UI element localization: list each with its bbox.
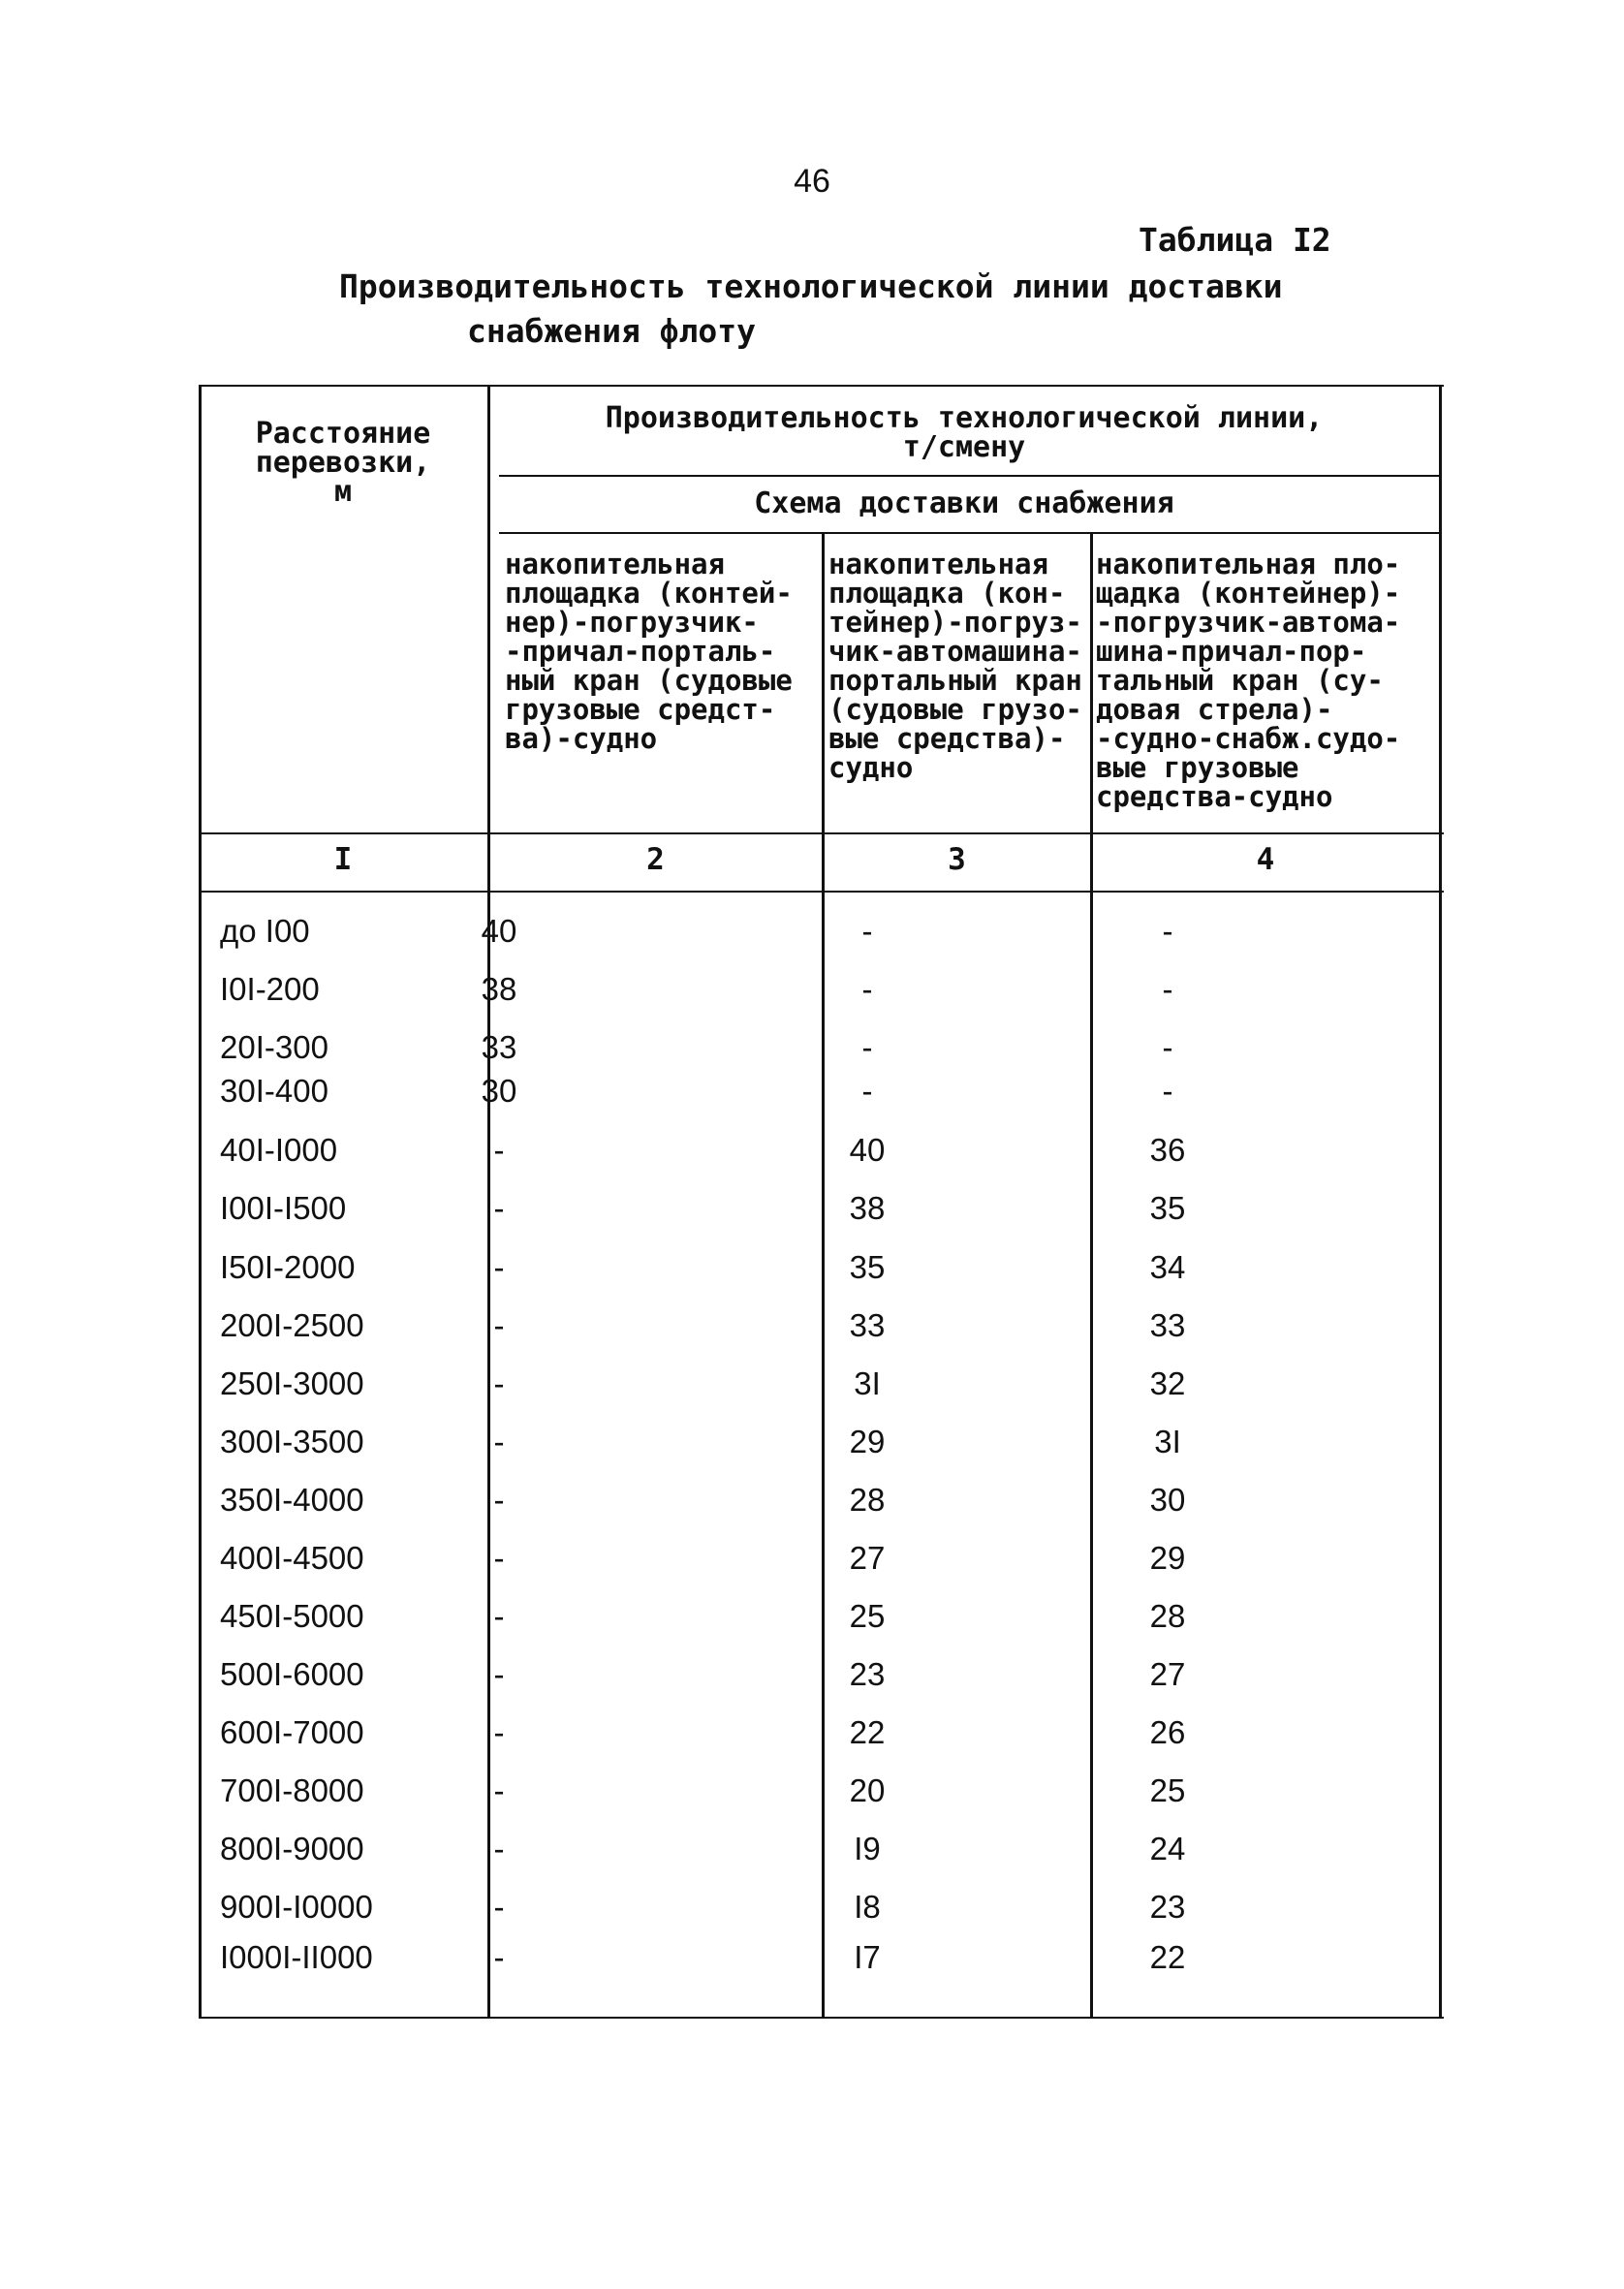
- scheme3-value: -: [861, 971, 873, 1007]
- distance-cell: 700I-8000: [220, 1772, 364, 1808]
- table-row: [199, 1245, 1444, 1290]
- scheme2-value: -: [493, 1656, 505, 1692]
- scheme4-value: 24: [1149, 1831, 1186, 1866]
- table-row: [199, 1594, 1444, 1639]
- header-distance-line-2: перевозки,: [255, 446, 431, 480]
- table-row: [199, 1186, 1444, 1231]
- scheme3-value: -: [861, 1029, 873, 1065]
- table-row: [199, 1769, 1444, 1813]
- scheme4-value: -: [1162, 1029, 1173, 1065]
- column-number-2: 2: [646, 842, 665, 877]
- table-row: [199, 909, 1444, 954]
- table-row: [199, 1025, 1444, 1070]
- scheme4-value: 23: [1149, 1889, 1186, 1925]
- scheme3-value: I9: [854, 1831, 881, 1866]
- scheme4-value: 28: [1149, 1598, 1186, 1634]
- header-divider-productivity: [499, 475, 1442, 477]
- column-number-3: 3: [948, 842, 966, 877]
- scheme2-value: -: [493, 1307, 505, 1343]
- scheme4-value: 32: [1149, 1365, 1186, 1401]
- distance-cell: 600I-7000: [220, 1714, 364, 1750]
- scheme3-value: -: [861, 913, 873, 949]
- scheme4-value: 35: [1149, 1190, 1186, 1226]
- scheme3-value: 28: [849, 1482, 886, 1518]
- scheme2-value: 33: [481, 1029, 517, 1065]
- scheme4-value: 29: [1149, 1540, 1186, 1576]
- scheme3-value: 25: [849, 1598, 886, 1634]
- distance-cell: 250I-3000: [220, 1365, 364, 1401]
- scheme2-value: -: [493, 1831, 505, 1866]
- scheme3-value: 22: [849, 1714, 886, 1750]
- scheme-column-4: накопительная пло- щадка (контейнер)- -погрузчик-автома- шина-причал-пор- тальный кран (су- довая стрела)- -судно-снабж.судо- вые грузовые средства-судно: [1096, 548, 1401, 813]
- column-number-1: I: [333, 842, 353, 877]
- distance-cell: 900I-I0000: [220, 1889, 373, 1925]
- distance-cell: 350I-4000: [220, 1482, 364, 1518]
- table-label: Таблица I2: [1139, 221, 1331, 259]
- table-title-line-1: Производительность технологической линии доставки: [339, 267, 1283, 305]
- header-productivity-line-2: т/смену: [902, 430, 1026, 464]
- scheme4-value: 34: [1149, 1249, 1186, 1285]
- table-row: [199, 1652, 1444, 1697]
- scheme3-value: 27: [849, 1540, 886, 1576]
- table-top-border: [199, 385, 1444, 387]
- scheme2-value: -: [493, 1714, 505, 1750]
- table-row: [199, 1478, 1444, 1522]
- header-scheme: Схема доставки снабжения: [754, 486, 1174, 520]
- scheme2-value: -: [493, 1772, 505, 1808]
- table-row: [199, 1420, 1444, 1464]
- scheme2-value: 40: [481, 913, 517, 949]
- distance-cell: 800I-9000: [220, 1831, 364, 1866]
- scheme2-value: -: [493, 1889, 505, 1925]
- scheme4-value: -: [1162, 971, 1173, 1007]
- scheme3-value: 40: [849, 1132, 886, 1168]
- scheme3-value: -: [861, 1073, 873, 1109]
- table-row: [199, 1710, 1444, 1755]
- scheme4-value: 26: [1149, 1714, 1186, 1750]
- scheme3-value: 3I: [854, 1365, 881, 1401]
- scheme3-value: 29: [849, 1424, 886, 1459]
- scheme4-value: -: [1162, 913, 1173, 949]
- distance-cell: 40I-I000: [220, 1132, 338, 1168]
- table-title-line-2: снабжения флоту: [467, 312, 757, 350]
- scheme2-value: -: [493, 1190, 505, 1226]
- header-distance: [199, 417, 487, 509]
- scheme3-value: 20: [849, 1772, 886, 1808]
- scheme4-value: 27: [1149, 1656, 1186, 1692]
- header-productivity: [489, 401, 1439, 464]
- distance-cell: I0I-200: [220, 971, 320, 1007]
- scheme3-value: 38: [849, 1190, 886, 1226]
- header-distance-line-1: Расстояние: [255, 417, 431, 451]
- scheme2-value: -: [493, 1598, 505, 1634]
- header-distance-line-3: м: [333, 475, 353, 509]
- scheme4-value: 30: [1149, 1482, 1186, 1518]
- distance-cell: I000I-II000: [220, 1939, 373, 1975]
- page-number: 46: [794, 163, 830, 200]
- distance-cell: до I00: [220, 913, 310, 949]
- scheme2-value: -: [493, 1365, 505, 1401]
- scheme-column-2: накопительная площадка (контей- нер)-погрузчик- -причал-порталь- ный кран (судовые грузовые средст- ва)-судно: [505, 548, 793, 755]
- distance-cell: I50I-2000: [220, 1249, 356, 1285]
- header-divider-scheme: [499, 532, 1442, 534]
- scheme4-value: 36: [1149, 1132, 1186, 1168]
- table-row: [199, 1935, 1444, 1980]
- scheme2-value: -: [493, 1132, 505, 1168]
- table-row: [199, 1885, 1444, 1929]
- distance-cell: I00I-I500: [220, 1190, 347, 1226]
- scheme2-value: 30: [481, 1073, 517, 1109]
- scheme3-value: I8: [854, 1889, 881, 1925]
- distance-cell: 400I-4500: [220, 1540, 364, 1576]
- scheme2-value: -: [493, 1424, 505, 1459]
- table-row: [199, 1536, 1444, 1581]
- scheme3-value: 33: [849, 1307, 886, 1343]
- header-divider-numbers: [199, 832, 1444, 834]
- scheme2-value: 38: [481, 971, 517, 1007]
- scheme4-value: 33: [1149, 1307, 1186, 1343]
- distance-cell: 300I-3500: [220, 1424, 364, 1459]
- header-productivity-line-1: Производительность технологической линии,: [605, 401, 1324, 435]
- scheme4-value: 3I: [1154, 1424, 1181, 1459]
- table-row: [199, 967, 1444, 1012]
- distance-cell: 450I-5000: [220, 1598, 364, 1634]
- scheme3-value: I7: [854, 1939, 881, 1975]
- distance-cell: 30I-400: [220, 1073, 328, 1109]
- table-row: [199, 1303, 1444, 1348]
- scheme4-value: -: [1162, 1073, 1173, 1109]
- scheme3-value: 23: [849, 1656, 886, 1692]
- productivity-table: [199, 385, 1444, 2021]
- scheme4-value: 25: [1149, 1772, 1186, 1808]
- scheme-column-3: накопительная площадка (кон- тейнер)-погруз- чик-автомашина- портальный кран (судовые грузо- вые средства)- судно: [828, 548, 1082, 784]
- scheme2-value: -: [493, 1482, 505, 1518]
- distance-cell: 500I-6000: [220, 1656, 364, 1692]
- table-row: [199, 1827, 1444, 1871]
- table-row: [199, 1069, 1444, 1113]
- distance-cell: 20I-300: [220, 1029, 328, 1065]
- table-row: [199, 1362, 1444, 1406]
- scheme2-value: -: [493, 1249, 505, 1285]
- distance-cell: 200I-2500: [220, 1307, 364, 1343]
- scheme2-value: -: [493, 1540, 505, 1576]
- column-number-4: 4: [1256, 842, 1275, 877]
- scheme3-value: 35: [849, 1249, 886, 1285]
- scheme2-value: -: [493, 1939, 505, 1975]
- scheme4-value: 22: [1149, 1939, 1186, 1975]
- header-divider-body: [199, 891, 1444, 893]
- table-row: [199, 1128, 1444, 1173]
